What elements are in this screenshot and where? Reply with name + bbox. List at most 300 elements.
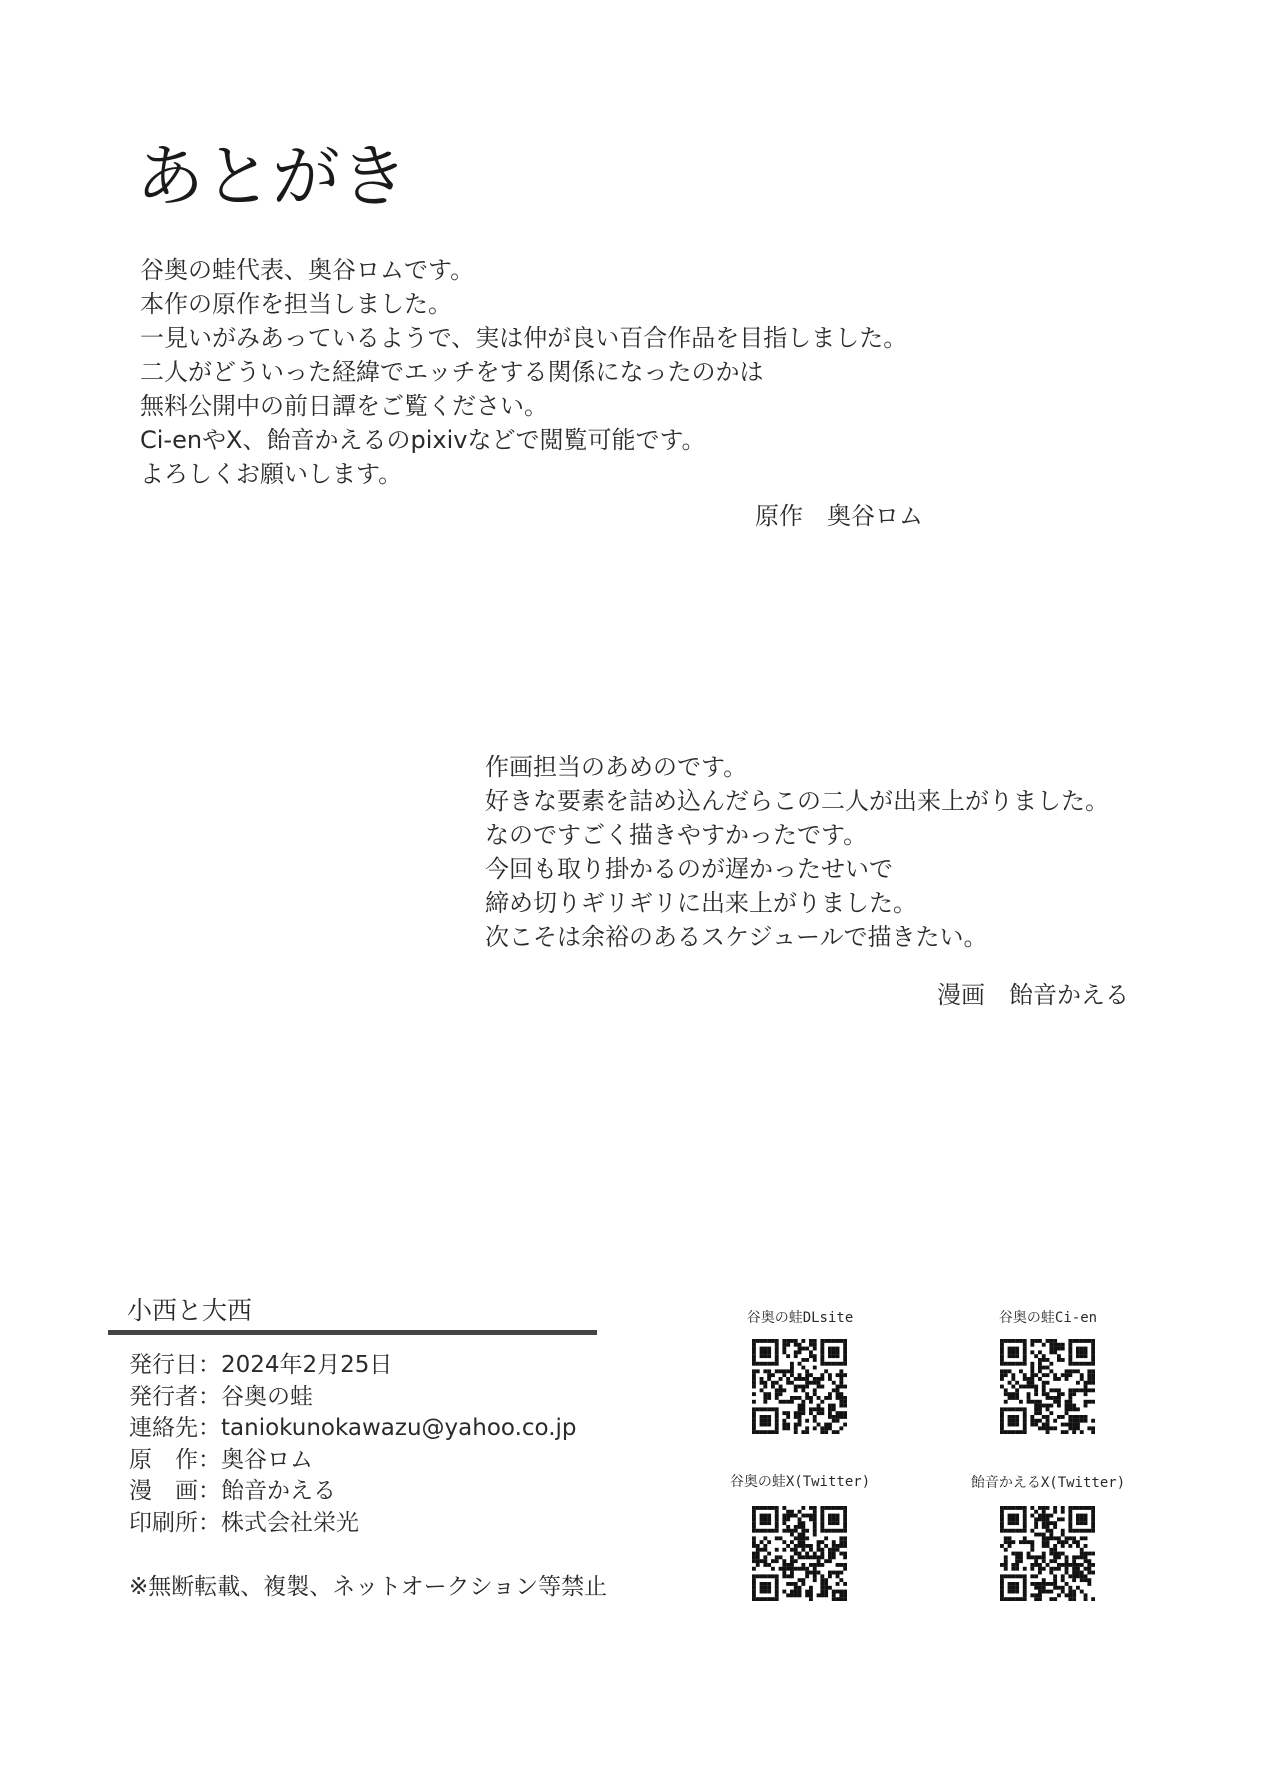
- qr-module: [1038, 1377, 1042, 1381]
- qr-module: [1000, 1358, 1004, 1362]
- qr-module: [1053, 1544, 1057, 1548]
- qr-module: [798, 1555, 802, 1559]
- qr-module: [1000, 1517, 1004, 1521]
- qr-module: [1046, 1430, 1050, 1434]
- qr-module: [813, 1426, 817, 1430]
- qr-module: [790, 1540, 794, 1544]
- qr-module: [828, 1392, 832, 1396]
- qr-module: [760, 1506, 764, 1510]
- qr-module: [760, 1521, 764, 1525]
- qr-module: [1019, 1529, 1023, 1533]
- qr-module: [794, 1552, 798, 1556]
- qr-module: [1065, 1377, 1069, 1381]
- qr-module: [813, 1525, 817, 1529]
- qr-module: [1072, 1415, 1076, 1419]
- qr-module: [1042, 1536, 1046, 1540]
- qr-module: [1038, 1571, 1042, 1575]
- qr-module: [1053, 1597, 1057, 1601]
- qr-module: [1015, 1597, 1019, 1601]
- qr-module: [1080, 1373, 1084, 1377]
- qr-module: [828, 1514, 832, 1518]
- qr-module: [767, 1430, 771, 1434]
- qr-module: [1053, 1419, 1057, 1423]
- qr-module: [843, 1373, 847, 1377]
- qr-module: [1080, 1354, 1084, 1358]
- qr-module: [1042, 1373, 1046, 1377]
- qr-module: [1004, 1597, 1008, 1601]
- qr-module: [820, 1358, 824, 1362]
- qr-module: [1042, 1555, 1046, 1559]
- qr-module: [843, 1517, 847, 1521]
- qr-module: [790, 1571, 794, 1575]
- qr-module: [836, 1339, 840, 1343]
- qr-module: [817, 1571, 821, 1575]
- qr-module: [763, 1407, 767, 1411]
- qr-module: [820, 1563, 824, 1567]
- qr-module: [756, 1548, 760, 1552]
- qr-module: [805, 1369, 809, 1373]
- qr-module: [1084, 1552, 1088, 1556]
- qr-module: [782, 1521, 786, 1525]
- qr-module: [1084, 1392, 1088, 1396]
- qr-module: [832, 1597, 836, 1601]
- qr-module: [1057, 1392, 1061, 1396]
- qr-module: [1015, 1574, 1019, 1578]
- qr-module: [824, 1593, 828, 1597]
- qr-module: [843, 1411, 847, 1415]
- qr-module: [1019, 1407, 1023, 1411]
- artist-signature: 漫画 飴音かえる: [937, 981, 1129, 1009]
- qr-module: [824, 1586, 828, 1590]
- qr-module: [1004, 1392, 1008, 1396]
- qr-module: [832, 1555, 836, 1559]
- qr-module: [1015, 1521, 1019, 1525]
- qr-module: [832, 1548, 836, 1552]
- qr-module: [1000, 1377, 1004, 1381]
- qr-module: [839, 1381, 843, 1385]
- qr-module: [843, 1385, 847, 1389]
- qr-module: [1023, 1430, 1027, 1434]
- qr-module: [752, 1525, 756, 1529]
- qr-module: [1004, 1506, 1008, 1510]
- qr-module: [1042, 1354, 1046, 1358]
- qr-module: [839, 1385, 843, 1389]
- qr-module: [779, 1388, 783, 1392]
- qr-module: [1076, 1362, 1080, 1366]
- qr-module: [1087, 1582, 1091, 1586]
- qr-module: [1008, 1430, 1012, 1434]
- qr-module: [1053, 1388, 1057, 1392]
- qr-module: [790, 1555, 794, 1559]
- qr-module: [1034, 1533, 1038, 1537]
- qr-module: [1004, 1373, 1008, 1377]
- qr-module: [779, 1536, 783, 1540]
- qr-module: [1087, 1381, 1091, 1385]
- qr-module: [1008, 1586, 1012, 1590]
- qr-module: [782, 1369, 786, 1373]
- qr-module: [817, 1407, 821, 1411]
- qr-module: [1061, 1358, 1065, 1362]
- qr-module: [1061, 1529, 1065, 1533]
- qr-module: [824, 1423, 828, 1427]
- qr-module: [775, 1392, 779, 1396]
- qr-module: [798, 1404, 802, 1408]
- qr-code-cien[interactable]: [1000, 1339, 1095, 1434]
- qr-module: [801, 1430, 805, 1434]
- qr-module: [1034, 1555, 1038, 1559]
- qr-module: [790, 1396, 794, 1400]
- qr-module: [1091, 1347, 1095, 1351]
- qr-module: [1053, 1396, 1057, 1400]
- qr-module: [1008, 1381, 1012, 1385]
- qr-module: [1046, 1529, 1050, 1533]
- qr-module: [786, 1574, 790, 1578]
- qr-module: [824, 1362, 828, 1366]
- qr-module: [752, 1514, 756, 1518]
- qr-module: [752, 1586, 756, 1590]
- qr-module: [824, 1590, 828, 1594]
- qr-module: [775, 1396, 779, 1400]
- qr-module: [1023, 1350, 1027, 1354]
- qr-module: [1000, 1423, 1004, 1427]
- qr-module: [1087, 1529, 1091, 1533]
- qr-module: [1080, 1571, 1084, 1575]
- qr-module: [782, 1540, 786, 1544]
- qr-module: [1068, 1388, 1072, 1392]
- qr-module: [782, 1574, 786, 1578]
- qr-module: [752, 1517, 756, 1521]
- qr-module: [817, 1593, 821, 1597]
- qr-module: [782, 1388, 786, 1392]
- qr-module: [1030, 1529, 1034, 1533]
- qr-module: [1057, 1540, 1061, 1544]
- qr-module: [828, 1548, 832, 1552]
- qr-module: [1076, 1339, 1080, 1343]
- qr-module: [843, 1529, 847, 1533]
- qr-module: [832, 1404, 836, 1408]
- author-note-line: 二人がどういった経緯でエッチをする関係になったのかは: [140, 358, 764, 386]
- qr-module: [1068, 1396, 1072, 1400]
- qr-module: [1087, 1506, 1091, 1510]
- qr-module: [771, 1430, 775, 1434]
- qr-module: [828, 1339, 832, 1343]
- qr-module: [1008, 1582, 1012, 1586]
- qr-module: [1038, 1400, 1042, 1404]
- qr-module: [798, 1590, 802, 1594]
- qr-module: [1042, 1366, 1046, 1370]
- qr-module: [1004, 1536, 1008, 1540]
- qr-module: [839, 1426, 843, 1430]
- qr-module: [839, 1578, 843, 1582]
- qr-module: [1030, 1423, 1034, 1427]
- qr-module: [832, 1521, 836, 1525]
- qr-module: [1019, 1385, 1023, 1389]
- qr-module: [1080, 1347, 1084, 1351]
- qr-module: [760, 1347, 764, 1351]
- qr-module: [1030, 1563, 1034, 1567]
- qr-module: [763, 1506, 767, 1510]
- qr-module: [775, 1593, 779, 1597]
- qr-module: [1038, 1419, 1042, 1423]
- qr-module: [798, 1411, 802, 1415]
- qr-module: [839, 1590, 843, 1594]
- qr-module: [1023, 1578, 1027, 1582]
- qr-module: [1053, 1426, 1057, 1430]
- qr-module: [1027, 1381, 1031, 1385]
- qr-module: [809, 1350, 813, 1354]
- qr-module: [771, 1567, 775, 1571]
- qr-module: [1053, 1548, 1057, 1552]
- qr-module: [813, 1343, 817, 1347]
- qr-module: [782, 1563, 786, 1567]
- qr-module: [1049, 1388, 1053, 1392]
- qr-module: [1008, 1590, 1012, 1594]
- qr-module: [817, 1404, 821, 1408]
- qr-module: [775, 1574, 779, 1578]
- qr-module: [767, 1350, 771, 1354]
- qr-module: [771, 1362, 775, 1366]
- qr-module: [786, 1426, 790, 1430]
- qr-module: [1049, 1426, 1053, 1430]
- qr-module: [1080, 1362, 1084, 1366]
- qr-module: [1038, 1407, 1042, 1411]
- qr-module: [1053, 1343, 1057, 1347]
- qr-module: [1068, 1586, 1072, 1590]
- qr-module: [1068, 1419, 1072, 1423]
- qr-module: [1030, 1339, 1034, 1343]
- qr-module: [794, 1586, 798, 1590]
- qr-module: [775, 1525, 779, 1529]
- qr-module: [752, 1578, 756, 1582]
- qr-module: [1034, 1574, 1038, 1578]
- qr-module: [1049, 1552, 1053, 1556]
- qr-module: [1057, 1388, 1061, 1392]
- qr-module: [1023, 1339, 1027, 1343]
- qr-module: [763, 1529, 767, 1533]
- qr-module: [1000, 1506, 1004, 1510]
- qr-module: [1091, 1373, 1095, 1377]
- qr-module: [1065, 1407, 1069, 1411]
- qr-module: [817, 1544, 821, 1548]
- qr-module: [839, 1369, 843, 1373]
- qr-module: [752, 1423, 756, 1427]
- qr-module: [767, 1582, 771, 1586]
- qr-module: [836, 1506, 840, 1510]
- qr-module: [756, 1559, 760, 1563]
- qr-module: [1042, 1586, 1046, 1590]
- qr-module: [843, 1544, 847, 1548]
- qr-module: [1000, 1521, 1004, 1525]
- qr-module: [1091, 1430, 1095, 1434]
- qr-module: [1072, 1574, 1076, 1578]
- qr-module: [1038, 1506, 1042, 1510]
- colophon: [129, 1350, 577, 1539]
- qr-module: [820, 1593, 824, 1597]
- qr-module: [1004, 1400, 1008, 1404]
- qr-module: [1046, 1407, 1050, 1411]
- qr-module: [763, 1536, 767, 1540]
- qr-module: [1068, 1369, 1072, 1373]
- qr-module: [1057, 1377, 1061, 1381]
- qr-module: [836, 1415, 840, 1419]
- qr-module: [1023, 1426, 1027, 1430]
- qr-code-x-taniokunokawazu[interactable]: [752, 1506, 847, 1601]
- qr-module: [1011, 1517, 1015, 1521]
- qr-module: [820, 1590, 824, 1594]
- qr-module: [1038, 1567, 1042, 1571]
- qr-module: [1027, 1540, 1031, 1544]
- qr-module: [1000, 1369, 1004, 1373]
- qr-module: [1072, 1388, 1076, 1392]
- qr-module: [767, 1423, 771, 1427]
- qr-module: [763, 1544, 767, 1548]
- qr-module: [794, 1567, 798, 1571]
- qr-module: [775, 1407, 779, 1411]
- qr-module: [1038, 1555, 1042, 1559]
- qr-module: [1068, 1354, 1072, 1358]
- qr-module: [1015, 1529, 1019, 1533]
- qr-module: [1011, 1574, 1015, 1578]
- qr-module: [1068, 1426, 1072, 1430]
- qr-module: [1000, 1430, 1004, 1434]
- qr-module: [1023, 1517, 1027, 1521]
- qr-module: [813, 1415, 817, 1419]
- qr-module: [1076, 1571, 1080, 1575]
- qr-module: [1061, 1533, 1065, 1537]
- qr-module: [839, 1571, 843, 1575]
- qr-module: [1023, 1597, 1027, 1601]
- qr-module: [836, 1582, 840, 1586]
- qr-module: [786, 1381, 790, 1385]
- qr-module: [1008, 1529, 1012, 1533]
- qr-module: [756, 1574, 760, 1578]
- qr-module: [1072, 1597, 1076, 1601]
- qr-module: [779, 1567, 783, 1571]
- qr-module: [1076, 1544, 1080, 1548]
- qr-module: [767, 1392, 771, 1396]
- qr-module: [767, 1377, 771, 1381]
- qr-module: [824, 1582, 828, 1586]
- qr-module: [1049, 1347, 1053, 1351]
- qr-module: [1023, 1354, 1027, 1358]
- qr-module: [1072, 1536, 1076, 1540]
- qr-module: [782, 1567, 786, 1571]
- qr-module: [801, 1533, 805, 1537]
- qr-module: [1049, 1343, 1053, 1347]
- qr-module: [798, 1510, 802, 1514]
- qr-module: [1046, 1423, 1050, 1427]
- qr-module: [801, 1521, 805, 1525]
- qr-module: [1080, 1555, 1084, 1559]
- qr-module: [1046, 1563, 1050, 1567]
- qr-module: [782, 1350, 786, 1354]
- qr-module: [1030, 1506, 1034, 1510]
- qr-module: [1023, 1521, 1027, 1525]
- qr-module: [801, 1347, 805, 1351]
- qr-module: [1042, 1517, 1046, 1521]
- qr-module: [767, 1347, 771, 1351]
- qr-module: [1087, 1400, 1091, 1404]
- qr-module: [1000, 1339, 1004, 1343]
- qr-module: [817, 1559, 821, 1563]
- qr-module: [1068, 1563, 1072, 1567]
- qr-module: [790, 1574, 794, 1578]
- qr-module: [1042, 1521, 1046, 1525]
- qr-module: [1023, 1407, 1027, 1411]
- qr-module: [1046, 1404, 1050, 1408]
- qr-module: [1023, 1362, 1027, 1366]
- qr-code-x-amene[interactable]: [1000, 1506, 1095, 1601]
- qr-module: [1091, 1571, 1095, 1575]
- qr-module: [832, 1415, 836, 1419]
- qr-module: [1072, 1559, 1076, 1563]
- qr-module: [801, 1366, 805, 1370]
- qr-module: [767, 1369, 771, 1373]
- qr-module: [1038, 1590, 1042, 1594]
- qr-module: [1042, 1426, 1046, 1430]
- qr-module: [1038, 1404, 1042, 1408]
- qr-module: [828, 1377, 832, 1381]
- qr-module: [1015, 1354, 1019, 1358]
- qr-module: [1084, 1415, 1088, 1419]
- qr-module: [1053, 1377, 1057, 1381]
- qr-module: [1084, 1567, 1088, 1571]
- book-title: 小西と大西: [127, 1296, 253, 1325]
- author-note-line: 無料公開中の前日譚をご覧ください。: [140, 392, 548, 420]
- qr-module: [1091, 1354, 1095, 1358]
- qr-module: [1091, 1358, 1095, 1362]
- qr-module: [813, 1514, 817, 1518]
- qr-module: [1091, 1369, 1095, 1373]
- qr-module: [1080, 1388, 1084, 1392]
- qr-code-dlsite[interactable]: [752, 1339, 847, 1434]
- qr-module: [1042, 1358, 1046, 1362]
- qr-module: [1004, 1559, 1008, 1563]
- qr-module: [1046, 1392, 1050, 1396]
- qr-module: [820, 1407, 824, 1411]
- qr-module: [752, 1590, 756, 1594]
- qr-module: [1091, 1339, 1095, 1343]
- qr-module: [786, 1369, 790, 1373]
- qr-module: [1030, 1381, 1034, 1385]
- qr-module: [1004, 1407, 1008, 1411]
- qr-module: [828, 1517, 832, 1521]
- qr-module: [1046, 1517, 1050, 1521]
- qr-module: [775, 1529, 779, 1533]
- qr-module: [763, 1362, 767, 1366]
- qr-module: [1072, 1555, 1076, 1559]
- qr-module: [1057, 1400, 1061, 1404]
- qr-module: [1061, 1552, 1065, 1556]
- qr-module: [839, 1377, 843, 1381]
- qr-module: [1015, 1362, 1019, 1366]
- qr-module: [1011, 1563, 1015, 1567]
- qr-module: [1084, 1574, 1088, 1578]
- qr-module: [1011, 1423, 1015, 1427]
- qr-module: [801, 1339, 805, 1343]
- qr-module: [805, 1430, 809, 1434]
- qr-module: [775, 1582, 779, 1586]
- qr-module: [760, 1548, 764, 1552]
- qr-module: [813, 1533, 817, 1537]
- qr-module: [786, 1343, 790, 1347]
- qr-module: [1046, 1381, 1050, 1385]
- qr-module: [1053, 1536, 1057, 1540]
- qr-module: [786, 1377, 790, 1381]
- qr-module: [1004, 1388, 1008, 1392]
- qr-module: [794, 1377, 798, 1381]
- qr-module: [1084, 1385, 1088, 1389]
